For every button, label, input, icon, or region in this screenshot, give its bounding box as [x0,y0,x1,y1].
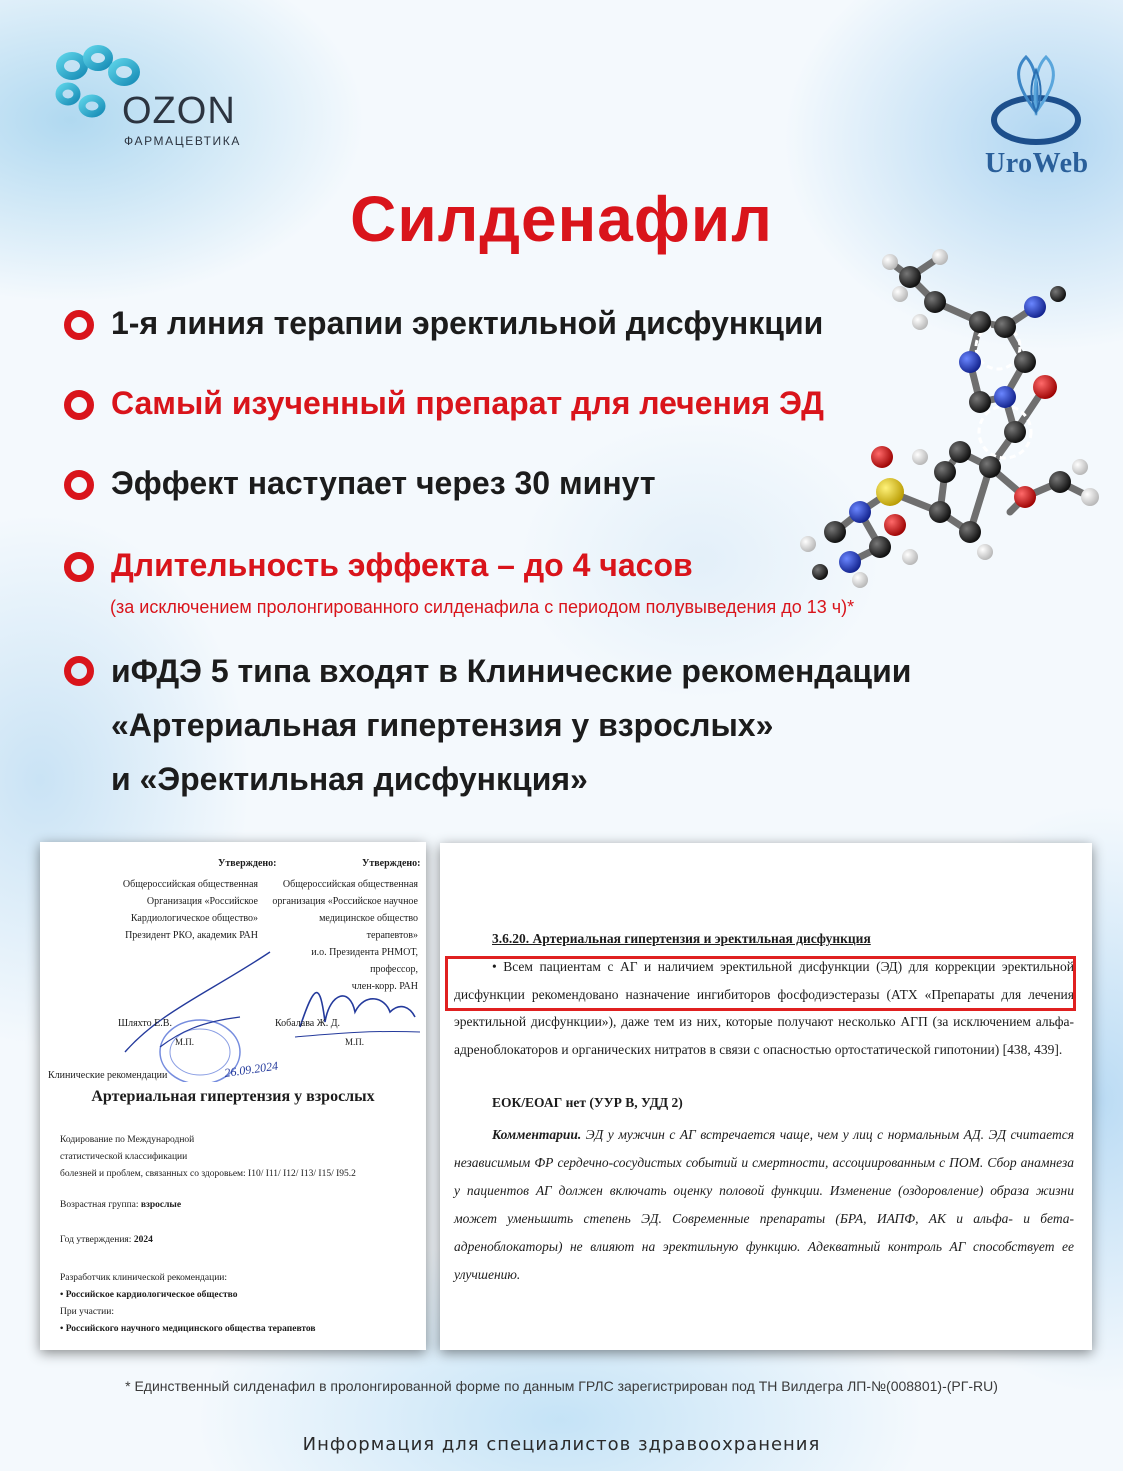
developer-label: Разработчик клинической рекомендации: [60,1273,228,1283]
approval-line: организация «Российское научное [272,896,418,907]
guideline-title-page [40,842,426,1350]
approval-line: медицинское общество терапевтов» [319,913,418,941]
participation-label: При участии: [60,1307,114,1317]
bullet-line: «Артериальная гипертензия у взрослых» [111,707,774,743]
developer-item: • Российское кардиологическое общество [60,1290,238,1300]
approval-year [60,1235,153,1245]
approval-line: Кардиологическое общество» [130,913,258,924]
red-circle-bullet-icon [64,310,94,340]
age-group [60,1200,181,1210]
sildenafil-molecule-icon [790,232,1120,592]
bullet-text: Длительность эффекта – до 4 часов [111,547,693,583]
ozon-subtitle: ФАРМАЦЕВТИКА [124,134,241,148]
comment-text: ЭД у мужчин с АГ встречается чаще, чем у лиц с нормальным АД. ЭД считается независимым ФР сердечно-сосудистых событий и смертности, ассоциированным с ПОМ. Сбор анамнеза у пациентов АГ должен включать оценку половой функции. Изменение (оздоровление) образа жизни может уменьшить степень ЭД. Современные препараты (БРА, ИАПФ, АК и альфа- и бета-адреноблокаторы) не влияют на эректильную функцию. Адекватный контроль АГ способствует ее улучшению. [454,1127,1074,1282]
stamp-label: М.П. [345,1037,365,1047]
icd-coding [60,1132,420,1183]
red-circle-bullet-icon [64,656,94,686]
coding-line: болезней и проблем, связанных со здоровьем: I10/ I11/ I12/ I13/ I15/ I95.2 [60,1169,356,1179]
recommendation-text: • Всем пациентам с АГ и наличием эректильной дисфункции (ЭД) для коррекции эректильной дисфункции рекомендовано назначение ингибиторов фосфодиэстеразы (АТХ «Препараты для лечения эректильной дисфункции»), даже тем из них, которые получают несколько АГП (за исключением альфа-адреноблокаторов и органических нитратов в связи с опасностью ортостатической гипотонии) [438, 439]. [454,959,1074,1057]
red-circle-bullet-icon [64,470,94,500]
uroweb-emblem-icon [981,52,1091,152]
stamp-label: М.П. [175,1037,195,1047]
footer-disclaimer: Информация для специалистов здравоохранения [302,1434,821,1455]
footnote: * Единственный силденафил в пролонгированной форме по данным ГРЛС зарегистрирован под ТН Вилдегра ЛП-№(008801)-(РГ-RU) [125,1378,998,1394]
bullet-text: Эффект наступает через 30 минут [111,465,656,501]
handwritten-signatures-stamp [120,942,420,1082]
bullet-text: Самый изученный препарат для лечения ЭД [111,385,824,421]
guideline-title: Артериальная гипертензия у взрослых [91,1088,375,1105]
bullet-note: (за исключением пролонгированного силденафила с периодом полувыведения до 13 ч)* [110,597,855,617]
approval-line: член-корр. РАН [351,981,418,992]
approval-line: и.о. Президента РНМОТ, [311,947,418,958]
guideline-excerpt [440,843,1092,1350]
section-title: 3.6.20. Артериальная гипертензия и эректильная дисфункция [492,931,871,946]
developers [60,1270,420,1338]
ozon-logo [52,44,262,154]
signer-name: Шляхто Е.В. [118,1018,172,1029]
bullet-line: и «Эректильная дисфункция» [111,761,588,797]
red-circle-bullet-icon [64,552,94,582]
evidence-level: ЕОК/ЕОАГ нет (УУР В, УДД 2) [492,1095,683,1110]
comment-label: Комментарии. [492,1127,582,1142]
approval-line: Президент РКО, академик РАН [125,930,258,941]
coding-line: Кодирование по Международной [60,1135,195,1145]
coding-line: статистической классификации [60,1152,188,1162]
approval-line: Общероссийская общественная [122,879,258,890]
uroweb-logo [975,52,1095,177]
bullet-text: 1-я линия терапии эректильной дисфункции [111,305,824,341]
signer-name: Кобалава Ж. Д. [275,1018,341,1029]
approval-line: Общероссийская общественная [282,879,418,890]
approval-line: Организация «Российское [146,896,258,907]
approval-block-rko [108,876,258,944]
red-circle-bullet-icon [64,390,94,420]
ozon-wordmark: OZON [122,90,236,132]
year-value: 2024 [133,1235,153,1245]
developer-item: • Российского научного медицинского общества терапевтов [60,1324,316,1334]
bullet-line: иФДЭ 5 типа входят в Клинические рекомендации [111,653,912,689]
approval-heading: Утверждено: [218,858,277,869]
clinical-guideline-label: Клинические рекомендации [48,1070,168,1081]
year-label: Год утверждения: [60,1235,132,1245]
page-title: Силденафил [350,183,773,255]
handwritten-date: 26.09.2024 [223,1058,279,1080]
approval-heading: Утверждено: [362,858,421,869]
approval-line: профессор, [370,964,418,975]
bullet-multiline [111,644,911,806]
uroweb-wordmark: UroWeb [985,148,1089,179]
highlight-box [445,956,1076,1011]
age-value: взрослые [140,1200,182,1210]
comment-paragraph [454,1121,1074,1289]
age-label: Возрастная группа: [60,1200,139,1210]
